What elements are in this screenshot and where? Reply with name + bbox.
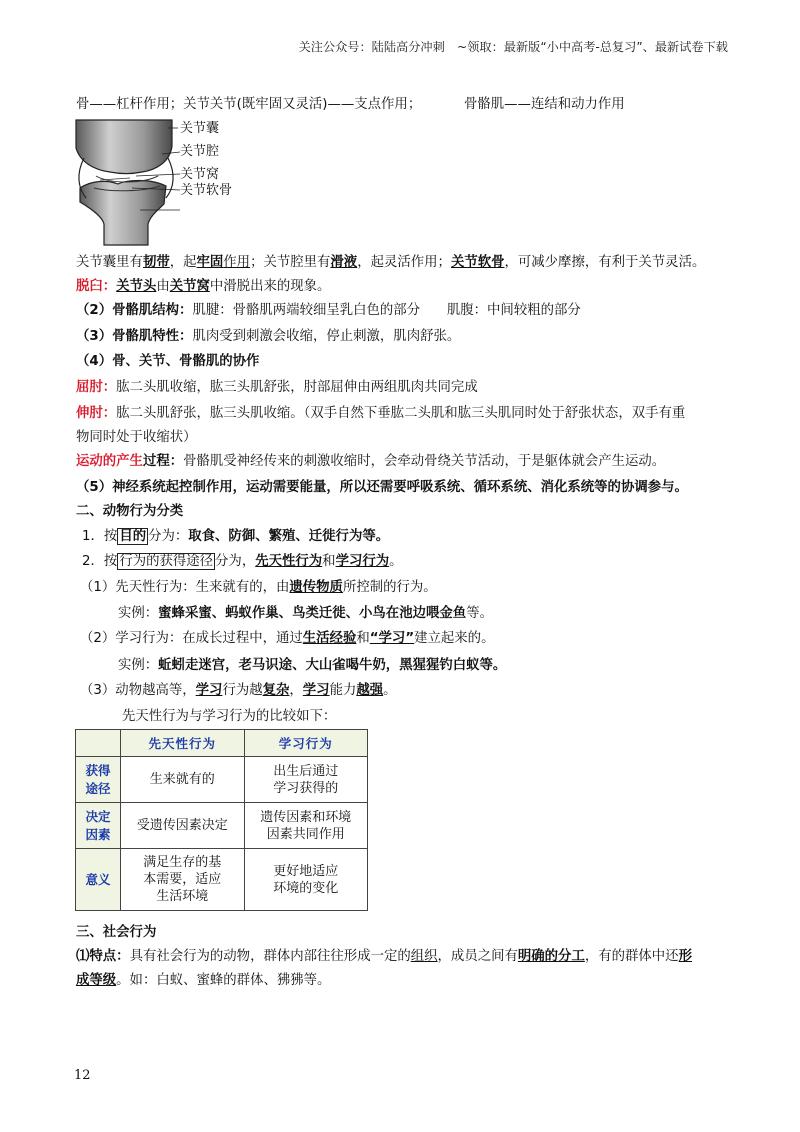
- cell-text: 更好地适应: [273, 863, 339, 879]
- text: ，: [289, 683, 303, 698]
- text: 能力: [329, 683, 357, 698]
- text: 具有社会行为的动物，群体内部往往形成一定的: [129, 949, 411, 964]
- row-header-text: 决定: [85, 808, 111, 824]
- social-behavior-traits: [76, 947, 692, 967]
- table-corner: [76, 730, 121, 757]
- row-header-text: 因素: [85, 826, 111, 842]
- term-hierarchy-start: 形: [678, 949, 692, 964]
- text: 分为，: [215, 554, 256, 569]
- term-learned: 学习行为: [335, 554, 390, 569]
- table-cell: [244, 849, 368, 911]
- muscle-structure-label: （2）骨骼肌结构：: [76, 303, 193, 318]
- text: 所控制的行为。: [342, 580, 437, 595]
- term-synovial-fluid: 滑液: [330, 255, 358, 270]
- diagram-label-socket: 关节窝: [180, 167, 220, 182]
- text: ，起: [169, 255, 197, 270]
- comparison-table: [75, 729, 368, 911]
- table-header-row: [76, 730, 368, 757]
- knee-joint-illustration: [70, 118, 190, 246]
- extend-line: [76, 404, 685, 424]
- row-header-text: 获得: [85, 762, 111, 778]
- cell-text: 本需要，适应: [143, 872, 222, 887]
- section-2-title: 二、动物行为分类: [76, 504, 184, 519]
- term-learning: 学习: [302, 683, 330, 698]
- table-cell: [244, 803, 368, 849]
- term-division-of-labor: 明确的分工: [517, 949, 585, 964]
- term-organization: 组织: [410, 949, 438, 964]
- cell-text: 生来就有的: [149, 772, 215, 787]
- text: ，有的群体中还: [584, 949, 679, 964]
- joint-structure-line: [76, 253, 705, 273]
- table-cell: [121, 849, 245, 911]
- term-stronger: 越强: [356, 683, 384, 698]
- flex-line: [76, 378, 478, 398]
- example-text: 蜜蜂采蜜、蚂蚁作巢、鸟类迁徙、小鸟在池边喂金鱼: [158, 606, 467, 621]
- text: 和: [322, 554, 336, 569]
- term-cartilage: 关节软骨: [450, 255, 505, 270]
- purpose-types: 取食、防御、繁殖、迁徙行为等。: [188, 529, 390, 544]
- text: （1）先天性行为：生来就有的，由: [80, 580, 290, 595]
- process-label: 过程：: [142, 454, 184, 469]
- boxed-purpose: 目的: [119, 529, 147, 544]
- text: 。: [389, 554, 403, 569]
- cell-text: 因素共同作用: [266, 826, 345, 842]
- text: ，成员之间有: [437, 949, 518, 964]
- text: 由: [156, 279, 170, 294]
- cell-text: 满足生存的基: [143, 855, 222, 870]
- text: 中滑脱出来的现象。: [209, 279, 331, 294]
- movement-label: 运动的产生: [76, 454, 143, 469]
- cell-text: 出生后通过: [273, 763, 339, 779]
- term-learning: 学习: [195, 683, 223, 698]
- muscle-trait-label: （3）骨骼肌特性：: [76, 329, 193, 344]
- joint-label-small: 关节: [183, 97, 210, 112]
- text: 肌肉受到刺激会收缩，停止刺激，肌肉舒张。: [192, 329, 461, 344]
- text: 2．按: [82, 554, 118, 569]
- boxed-acquisition: 行为的获得途径: [119, 554, 214, 569]
- muscle-structure-line: [76, 301, 581, 321]
- social-behavior-traits-2: [76, 971, 330, 991]
- column-header-learned: 学习行为: [244, 730, 368, 757]
- term-firm: 牢固: [196, 255, 224, 270]
- row-header-text: 途径: [85, 780, 111, 796]
- row-header-significance: [76, 849, 121, 911]
- muscle-function: 骨骼肌——连结和动力作用: [464, 97, 625, 112]
- page-header: 关注公众号：陆陆高分冲刺 ~领取：最新版“小中高考-总复习”、最新试卷下载: [298, 40, 728, 54]
- joint-diagram: [70, 118, 190, 246]
- text: （2）学习行为：在成长过程中，通过: [80, 631, 303, 646]
- example-label: 实例：: [118, 606, 159, 621]
- term-innate: 先天性行为: [255, 554, 323, 569]
- row-header-factors: [76, 803, 121, 849]
- flex-label: 屈肘：: [76, 380, 117, 395]
- term-joint-socket: 关节窝: [169, 279, 210, 294]
- text: 等。: [466, 606, 493, 621]
- text: 行为越: [222, 683, 263, 698]
- coordination-heading: （4）骨、关节、骨骼肌的协作: [76, 354, 260, 369]
- term-effect: 作用: [223, 255, 251, 270]
- movement-line: [76, 452, 665, 472]
- text: 肱二头肌收缩，肱三头肌舒张，肘部屈伸由两组肌肉共同完成: [116, 380, 478, 395]
- classification-by-purpose: [82, 527, 389, 547]
- bone-function: 骨——杠杆作用；: [76, 97, 184, 112]
- text: ，起灵活作用；: [357, 255, 451, 270]
- diagram-label-capsule: 关节囊: [180, 121, 220, 136]
- example-label: 实例：: [118, 658, 159, 673]
- learned-definition: [80, 629, 494, 649]
- term-ligament: 韧带: [142, 255, 170, 270]
- text: 肌腱：骨骼肌两端较细呈乳白色的部分 肌腹：中间较粗的部分: [192, 303, 581, 318]
- text: ；关节腔里有: [250, 255, 331, 270]
- cell-text: 学习获得的: [273, 780, 339, 796]
- example-text: 蚯蚓走迷宫，老马识途、大山雀喝牛奶，黑猩猩钓白蚁等。: [158, 658, 507, 673]
- term-life-experience: 生活经验: [302, 631, 357, 646]
- text: 关节囊里有: [76, 255, 143, 270]
- text: 建立起来的。: [414, 631, 495, 646]
- classification-by-acquisition: [82, 552, 403, 572]
- term-hierarchy-end: 成等级: [76, 973, 117, 988]
- text: 肱二头肌舒张，肱三头肌收缩。（双手自然下垂肱二头肌和肱三头肌同时处于舒张状态，双手有重: [116, 406, 686, 421]
- cell-text: 生活环境: [156, 889, 209, 904]
- traits-label: ⑴特点：: [76, 949, 130, 964]
- text: 。: [383, 683, 397, 698]
- table-cell: [121, 803, 245, 849]
- text: ，可减少摩擦，有利于关节灵活。: [504, 255, 706, 270]
- dislocation-line: [76, 277, 330, 297]
- row-header-acquisition: [76, 757, 121, 803]
- comparison-intro: 先天性行为与学习行为的比较如下：: [122, 709, 337, 724]
- dislocation-label: 脱臼：: [76, 279, 117, 294]
- term-genetic-material: 遗传物质: [289, 580, 343, 595]
- table-cell: [244, 757, 368, 803]
- term-complex: 复杂: [262, 683, 290, 698]
- diagram-label-cavity: 关节腔: [180, 144, 220, 159]
- column-header-innate: 先天性行为: [121, 730, 245, 757]
- text: 1．按: [82, 529, 118, 544]
- extend-line-2: 物同时处于收缩状）: [76, 430, 197, 445]
- cell-text: 遗传因素和环境: [260, 809, 352, 825]
- text: 骨骼肌受神经传来的刺激收缩时，会牵动骨绕关节活动，于是躯体就会产生运动。: [183, 454, 666, 469]
- higher-animals-line: [80, 681, 397, 701]
- table-row: [76, 757, 368, 803]
- function-line: [76, 95, 421, 115]
- text: 和: [356, 631, 370, 646]
- nervous-system-line: （5）神经系统起控制作用，运动需要能量，所以还需要呼吸系统、循环系统、消化系统等的协调参与。: [76, 480, 688, 495]
- learned-examples: [118, 656, 506, 676]
- table-row: [76, 803, 368, 849]
- page-number: 12: [74, 1068, 91, 1083]
- section-3-title: 三、社会行为: [76, 925, 157, 940]
- cell-text: 受遗传因素决定: [136, 818, 228, 833]
- extend-label: 伸肘：: [76, 406, 117, 421]
- text: 。如：白蚁、蜜蜂的群体、狒狒等。: [116, 973, 331, 988]
- text: 分为：: [148, 529, 189, 544]
- innate-definition: [80, 578, 437, 598]
- diagram-label-cartilage: 关节软骨: [180, 183, 233, 198]
- text: （3）动物越高等，: [80, 683, 196, 698]
- muscle-trait-line: [76, 327, 460, 347]
- row-header-text: 意义: [85, 871, 111, 887]
- joint-function: 关节(既牢固又灵活)——支点作用；: [209, 97, 422, 112]
- cell-text: 环境的变化: [273, 880, 339, 896]
- term-joint-head: 关节头: [116, 279, 157, 294]
- table-cell: [121, 757, 245, 803]
- innate-examples: [118, 604, 493, 624]
- table-row: [76, 849, 368, 911]
- term-learning: “学习”: [369, 631, 415, 646]
